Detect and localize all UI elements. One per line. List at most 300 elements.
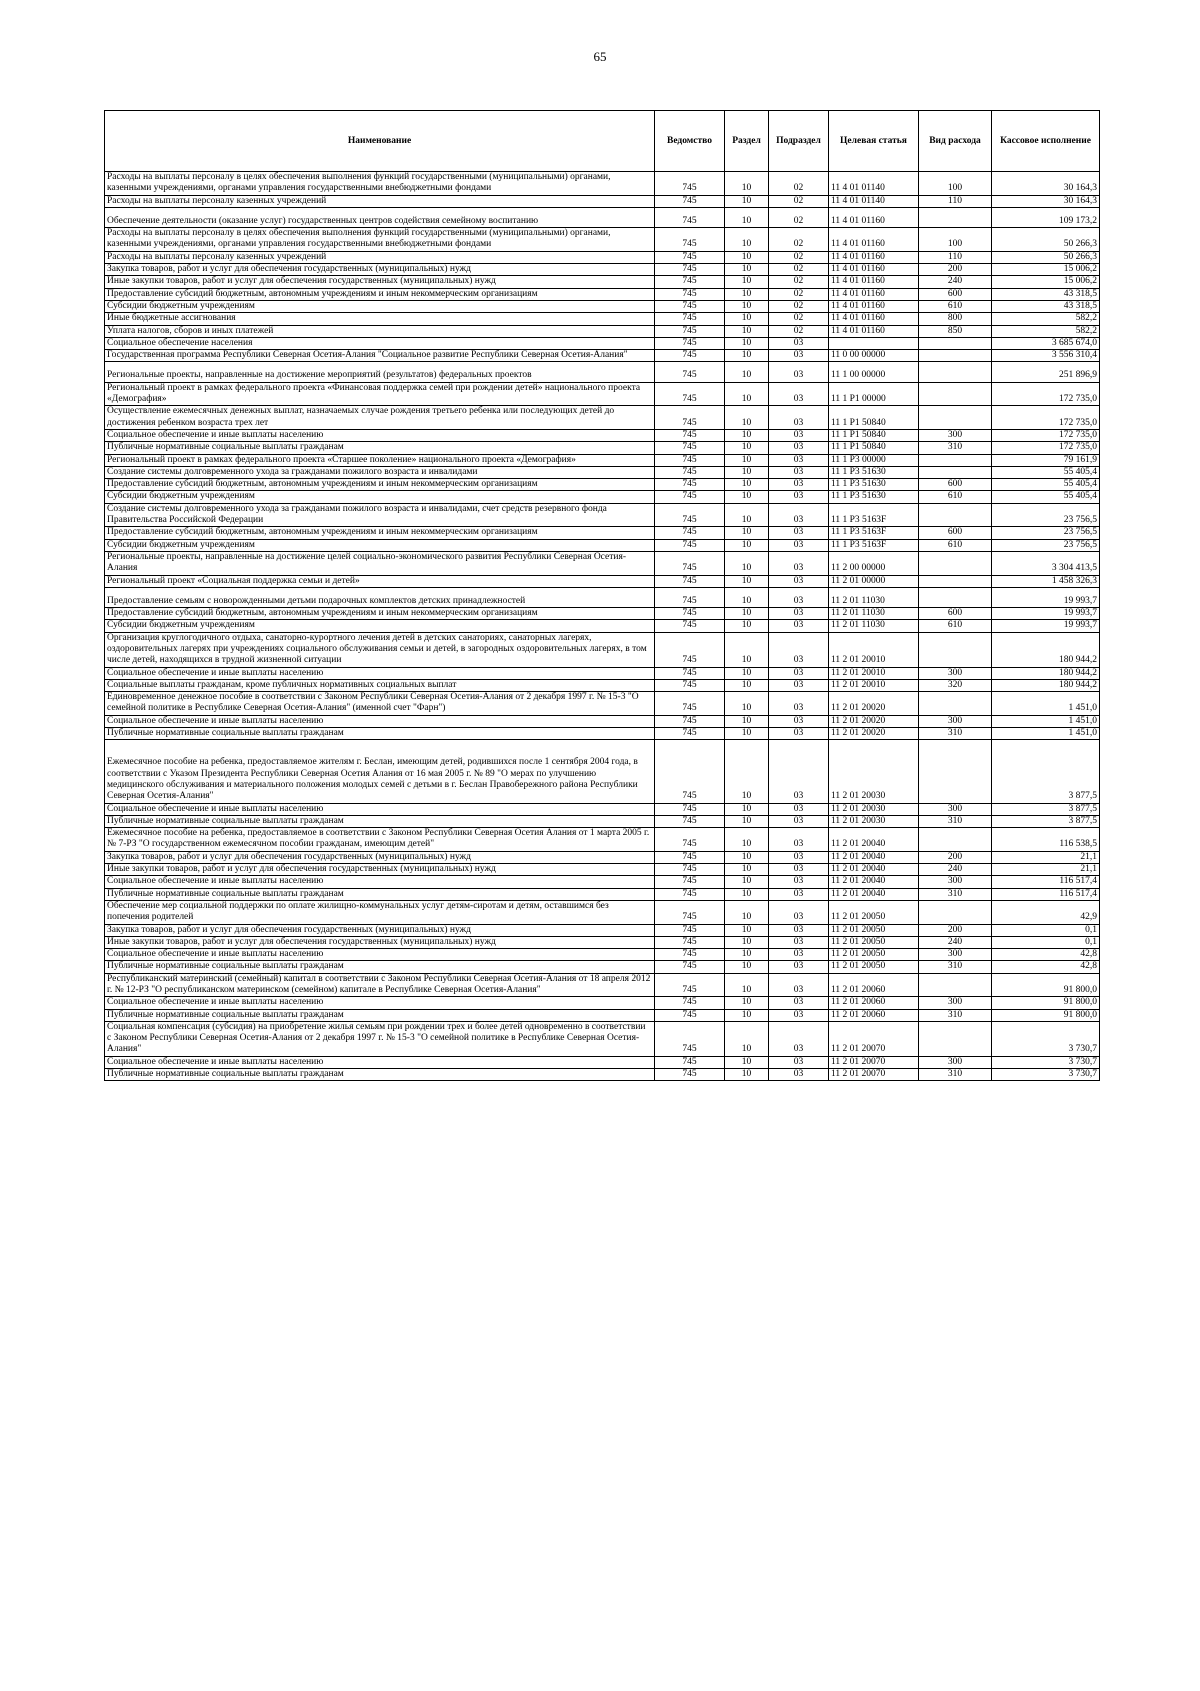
cell-kassovoe: 91 800,0 [992, 973, 1100, 997]
cell-celevaya: 11 4 01 01160 [829, 325, 919, 337]
cell-vedomstvo: 745 [655, 1009, 725, 1021]
cell-vid [919, 350, 992, 362]
cell-razdel: 10 [725, 924, 769, 936]
cell-celevaya: 11 4 01 01140 [829, 195, 919, 207]
cell-podrazdel: 03 [769, 527, 829, 539]
cell-celevaya: 11 4 01 01160 [829, 288, 919, 300]
cell-name: Республиканский материнский (семейный) капитал в соответствии с Законом Республики Северная Осетия-Алания от 18 апреля 2012 г. № 12-РЗ "О республиканском материнском (семейном) капитале в Республике Северная Осетия-Алания" [105, 973, 655, 997]
cell-celevaya: 11 4 01 01160 [829, 251, 919, 263]
cell-celevaya: 11 2 01 20040 [829, 828, 919, 852]
cell-podrazdel: 03 [769, 466, 829, 478]
cell-podrazdel: 02 [769, 195, 829, 207]
table-row [105, 997, 1100, 1009]
cell-kassovoe: 1 451,0 [992, 728, 1100, 740]
cell-vedomstvo: 745 [655, 728, 725, 740]
cell-podrazdel: 03 [769, 803, 829, 815]
cell-razdel: 10 [725, 313, 769, 325]
cell-kassovoe: 172 735,0 [992, 429, 1100, 441]
cell-kassovoe: 19 993,7 [992, 587, 1100, 607]
cell-celevaya: 11 2 01 20030 [829, 740, 919, 803]
cell-vedomstvo: 745 [655, 888, 725, 900]
cell-razdel: 10 [725, 337, 769, 349]
cell-razdel: 10 [725, 692, 769, 716]
cell-name: Региональные проекты, направленные на достижение мероприятий (результатов) федеральных проектов [105, 362, 655, 382]
cell-celevaya: 11 2 01 20060 [829, 973, 919, 997]
cell-celevaya: 11 2 01 20010 [829, 632, 919, 667]
cell-celevaya: 11 2 01 20060 [829, 997, 919, 1009]
cell-celevaya: 11 4 01 01160 [829, 228, 919, 252]
cell-vid [919, 466, 992, 478]
header-vedomstvo: Ведомство [655, 111, 725, 172]
cell-podrazdel: 02 [769, 276, 829, 288]
header-name: Наименование [105, 111, 655, 172]
cell-kassovoe: 91 800,0 [992, 997, 1100, 1009]
cell-kassovoe: 23 756,5 [992, 503, 1100, 527]
cell-podrazdel: 03 [769, 575, 829, 587]
cell-celevaya: 11 2 01 11030 [829, 608, 919, 620]
cell-vedomstvo: 745 [655, 539, 725, 551]
cell-name: Публичные нормативные социальные выплаты гражданам [105, 961, 655, 973]
cell-celevaya: 11 2 01 20030 [829, 803, 919, 815]
table-row [105, 466, 1100, 478]
cell-kassovoe: 3 730,7 [992, 1056, 1100, 1068]
table-row [105, 442, 1100, 454]
cell-razdel: 10 [725, 973, 769, 997]
cell-celevaya: 11 2 01 20040 [829, 888, 919, 900]
cell-podrazdel: 03 [769, 692, 829, 716]
table-row [105, 740, 1100, 803]
cell-vid: 600 [919, 288, 992, 300]
cell-vid [919, 900, 992, 924]
cell-vedomstvo: 745 [655, 1056, 725, 1068]
cell-name: Социальное обеспечение и иные выплаты населению [105, 1056, 655, 1068]
cell-kassovoe: 30 164,3 [992, 172, 1100, 196]
cell-kassovoe: 172 735,0 [992, 406, 1100, 430]
cell-vid [919, 551, 992, 575]
table-row [105, 264, 1100, 276]
cell-vedomstvo: 745 [655, 288, 725, 300]
cell-podrazdel: 03 [769, 740, 829, 803]
cell-name: Социальные выплаты гражданам, кроме публичных нормативных социальных выплат [105, 679, 655, 691]
cell-kassovoe: 55 405,4 [992, 491, 1100, 503]
cell-vid: 300 [919, 429, 992, 441]
cell-kassovoe: 172 735,0 [992, 442, 1100, 454]
cell-name: Единовременное денежное пособие в соответствии с Законом Республики Северная Осетия-Алания от 2 декабря 1997 г. № 15-3 "О семейной политике в Республике Северная Осетия-Алания" (именной счет "Фарн") [105, 692, 655, 716]
table-row [105, 851, 1100, 863]
cell-razdel: 10 [725, 264, 769, 276]
cell-podrazdel: 03 [769, 667, 829, 679]
cell-vedomstvo: 745 [655, 406, 725, 430]
cell-razdel: 10 [725, 350, 769, 362]
cell-name: Региональный проект «Социальная поддержка семьи и детей» [105, 575, 655, 587]
cell-celevaya: 11 0 00 00000 [829, 350, 919, 362]
cell-kassovoe: 91 800,0 [992, 1009, 1100, 1021]
cell-vedomstvo: 745 [655, 362, 725, 382]
cell-kassovoe: 1 451,0 [992, 692, 1100, 716]
cell-celevaya: 11 2 01 20010 [829, 667, 919, 679]
cell-celevaya: 11 2 01 20070 [829, 1021, 919, 1056]
cell-vedomstvo: 745 [655, 828, 725, 852]
cell-celevaya: 11 1 P3 00000 [829, 454, 919, 466]
cell-podrazdel: 03 [769, 900, 829, 924]
cell-celevaya: 11 2 00 00000 [829, 551, 919, 575]
cell-name: Публичные нормативные социальные выплаты гражданам [105, 442, 655, 454]
cell-vid: 240 [919, 276, 992, 288]
header-kassovoe: Кассовое исполнение [992, 111, 1100, 172]
cell-celevaya: 11 1 P3 5163F [829, 527, 919, 539]
cell-vedomstvo: 745 [655, 864, 725, 876]
cell-name: Субсидии бюджетным учреждениям [105, 620, 655, 632]
cell-name: Осуществление ежемесячных денежных выплат, назначаемых случае рождения третьего ребенка или последующих детей до достижения ребенком возраста трех лет [105, 406, 655, 430]
cell-name: Публичные нормативные социальные выплаты гражданам [105, 728, 655, 740]
cell-vedomstvo: 745 [655, 667, 725, 679]
table-row [105, 325, 1100, 337]
cell-razdel: 10 [725, 503, 769, 527]
cell-podrazdel: 03 [769, 997, 829, 1009]
cell-podrazdel: 03 [769, 936, 829, 948]
cell-podrazdel: 02 [769, 264, 829, 276]
table-row [105, 551, 1100, 575]
cell-podrazdel: 03 [769, 350, 829, 362]
cell-name: Публичные нормативные социальные выплаты гражданам [105, 1009, 655, 1021]
cell-celevaya: 11 1 P3 51630 [829, 466, 919, 478]
cell-vid: 200 [919, 851, 992, 863]
cell-vid: 610 [919, 491, 992, 503]
cell-name: Расходы на выплаты персоналу казенных учреждений [105, 251, 655, 263]
cell-celevaya: 11 2 01 20020 [829, 692, 919, 716]
cell-podrazdel: 03 [769, 1009, 829, 1021]
cell-vedomstvo: 745 [655, 454, 725, 466]
cell-name: Иные закупки товаров, работ и услуг для обеспечения государственных (муниципальных) нужд [105, 936, 655, 948]
table-row [105, 667, 1100, 679]
cell-name: Предоставление субсидий бюджетным, автономным учреждениям и иным некоммерческим организациям [105, 288, 655, 300]
cell-vedomstvo: 745 [655, 325, 725, 337]
cell-podrazdel: 03 [769, 961, 829, 973]
table-header [105, 111, 1100, 172]
cell-razdel: 10 [725, 454, 769, 466]
cell-kassovoe: 43 318,5 [992, 288, 1100, 300]
cell-vid [919, 406, 992, 430]
cell-name: Субсидии бюджетным учреждениям [105, 491, 655, 503]
cell-podrazdel: 03 [769, 1056, 829, 1068]
cell-name: Предоставление субсидий бюджетным, автономным учреждениям и иным некоммерческим организациям [105, 527, 655, 539]
cell-kassovoe: 50 266,3 [992, 228, 1100, 252]
cell-kassovoe: 116 517,4 [992, 876, 1100, 888]
cell-kassovoe: 23 756,5 [992, 539, 1100, 551]
cell-celevaya: 11 1 P3 51630 [829, 491, 919, 503]
cell-vid: 300 [919, 876, 992, 888]
cell-podrazdel: 02 [769, 288, 829, 300]
table-row [105, 350, 1100, 362]
cell-vedomstvo: 745 [655, 264, 725, 276]
cell-vedomstvo: 745 [655, 715, 725, 727]
cell-kassovoe: 116 517,4 [992, 888, 1100, 900]
cell-name: Социальное обеспечение населения [105, 337, 655, 349]
cell-kassovoe: 116 538,5 [992, 828, 1100, 852]
cell-razdel: 10 [725, 803, 769, 815]
cell-vid: 100 [919, 228, 992, 252]
cell-celevaya: 11 2 01 20050 [829, 961, 919, 973]
table-row [105, 828, 1100, 852]
table-row [105, 251, 1100, 263]
table-row [105, 973, 1100, 997]
cell-podrazdel: 03 [769, 1069, 829, 1081]
cell-razdel: 10 [725, 864, 769, 876]
cell-vid [919, 575, 992, 587]
cell-razdel: 10 [725, 587, 769, 607]
cell-name: Ежемесячное пособие на ребенка, предоставляемое в соответствии с Законом Республики Северная Осетия Алания от 1 марта 2005 г. № 7-РЗ "О государственном ежемесячном пособии гражданам, имеющим детей" [105, 828, 655, 852]
cell-razdel: 10 [725, 195, 769, 207]
table-row [105, 228, 1100, 252]
cell-name: Публичные нормативные социальные выплаты гражданам [105, 815, 655, 827]
cell-vid [919, 1021, 992, 1056]
table-row [105, 195, 1100, 207]
cell-kassovoe: 19 993,7 [992, 608, 1100, 620]
table-row [105, 728, 1100, 740]
cell-razdel: 10 [725, 679, 769, 691]
cell-vid: 610 [919, 620, 992, 632]
cell-podrazdel: 03 [769, 715, 829, 727]
cell-name: Иные закупки товаров, работ и услуг для обеспечения государственных (муниципальных) нужд [105, 276, 655, 288]
cell-kassovoe: 180 944,2 [992, 632, 1100, 667]
cell-razdel: 10 [725, 740, 769, 803]
cell-razdel: 10 [725, 728, 769, 740]
cell-vid [919, 973, 992, 997]
cell-kassovoe: 3 556 310,4 [992, 350, 1100, 362]
cell-razdel: 10 [725, 851, 769, 863]
cell-razdel: 10 [725, 997, 769, 1009]
cell-vedomstvo: 745 [655, 442, 725, 454]
cell-kassovoe: 21,1 [992, 851, 1100, 863]
cell-vedomstvo: 745 [655, 803, 725, 815]
cell-name: Предоставление субсидий бюджетным, автономным учреждениям и иным некоммерческим организациям [105, 608, 655, 620]
cell-podrazdel: 03 [769, 429, 829, 441]
cell-celevaya: 11 4 01 01160 [829, 264, 919, 276]
cell-kassovoe: 3 877,5 [992, 740, 1100, 803]
cell-vid: 310 [919, 1069, 992, 1081]
table-row [105, 406, 1100, 430]
table-row [105, 876, 1100, 888]
cell-razdel: 10 [725, 936, 769, 948]
cell-vid: 200 [919, 924, 992, 936]
cell-podrazdel: 03 [769, 851, 829, 863]
cell-celevaya: 11 2 01 20050 [829, 924, 919, 936]
cell-razdel: 10 [725, 207, 769, 227]
cell-vid: 300 [919, 1056, 992, 1068]
cell-vid: 100 [919, 172, 992, 196]
cell-podrazdel: 03 [769, 479, 829, 491]
cell-podrazdel: 03 [769, 620, 829, 632]
cell-vid: 110 [919, 195, 992, 207]
cell-razdel: 10 [725, 608, 769, 620]
cell-razdel: 10 [725, 551, 769, 575]
table-row [105, 961, 1100, 973]
cell-razdel: 10 [725, 900, 769, 924]
cell-razdel: 10 [725, 491, 769, 503]
cell-vid: 110 [919, 251, 992, 263]
table-row [105, 864, 1100, 876]
cell-razdel: 10 [725, 715, 769, 727]
cell-celevaya: 11 2 01 20050 [829, 949, 919, 961]
cell-vedomstvo: 745 [655, 620, 725, 632]
cell-vedomstvo: 745 [655, 350, 725, 362]
cell-vid: 600 [919, 479, 992, 491]
cell-vedomstvo: 745 [655, 491, 725, 503]
cell-name: Региональные проекты, направленные на достижение целей социально-экономического развития Республики Северная Осетия-Алания [105, 551, 655, 575]
cell-podrazdel: 03 [769, 454, 829, 466]
cell-podrazdel: 03 [769, 362, 829, 382]
cell-kassovoe: 3 730,7 [992, 1069, 1100, 1081]
cell-name: Публичные нормативные социальные выплаты гражданам [105, 1069, 655, 1081]
cell-name: Обеспечение мер социальной поддержки по оплате жилищно-коммунальных услуг детям-сиротам и детям, оставшимся без попечения родителей [105, 900, 655, 924]
cell-razdel: 10 [725, 300, 769, 312]
cell-vid: 300 [919, 715, 992, 727]
cell-vid: 310 [919, 728, 992, 740]
cell-vedomstvo: 745 [655, 382, 725, 406]
cell-name: Социальное обеспечение и иные выплаты населению [105, 876, 655, 888]
cell-vedomstvo: 745 [655, 228, 725, 252]
cell-vid [919, 587, 992, 607]
page-number: 65 [593, 49, 607, 64]
cell-razdel: 10 [725, 172, 769, 196]
cell-vid [919, 503, 992, 527]
cell-podrazdel: 03 [769, 888, 829, 900]
cell-name: Публичные нормативные социальные выплаты гражданам [105, 888, 655, 900]
table-row [105, 313, 1100, 325]
cell-vid: 310 [919, 442, 992, 454]
cell-podrazdel: 03 [769, 337, 829, 349]
cell-razdel: 10 [725, 667, 769, 679]
cell-name: Закупка товаров, работ и услуг для обеспечения государственных (муниципальных) нужд [105, 264, 655, 276]
cell-kassovoe: 3 730,7 [992, 1021, 1100, 1056]
cell-name: Социальное обеспечение и иные выплаты населению [105, 429, 655, 441]
table-row [105, 587, 1100, 607]
table-row [105, 575, 1100, 587]
cell-name: Государственная программа Республики Северная Осетия-Алания "Социальное развитие Республики Северная Осетия-Алания" [105, 350, 655, 362]
budget-table [104, 110, 1100, 1081]
cell-kassovoe: 30 164,3 [992, 195, 1100, 207]
cell-podrazdel: 02 [769, 251, 829, 263]
cell-vedomstvo: 745 [655, 973, 725, 997]
cell-kassovoe: 42,8 [992, 949, 1100, 961]
cell-kassovoe: 0,1 [992, 924, 1100, 936]
cell-name: Субсидии бюджетным учреждениям [105, 539, 655, 551]
cell-vid: 310 [919, 815, 992, 827]
table-row [105, 1056, 1100, 1068]
cell-kassovoe: 3 685 674,0 [992, 337, 1100, 349]
cell-name: Социальное обеспечение и иные выплаты населению [105, 715, 655, 727]
cell-name: Иные бюджетные ассигнования [105, 313, 655, 325]
cell-vid [919, 454, 992, 466]
cell-celevaya: 11 1 00 00000 [829, 362, 919, 382]
cell-podrazdel: 03 [769, 1021, 829, 1056]
cell-kassovoe: 0,1 [992, 936, 1100, 948]
cell-razdel: 10 [725, 527, 769, 539]
cell-razdel: 10 [725, 429, 769, 441]
cell-celevaya: 11 2 01 20040 [829, 851, 919, 863]
cell-name: Иные закупки товаров, работ и услуг для обеспечения государственных (муниципальных) нужд [105, 864, 655, 876]
cell-vid: 200 [919, 264, 992, 276]
table-row [105, 288, 1100, 300]
table-row [105, 429, 1100, 441]
table-row [105, 479, 1100, 491]
table-row [105, 888, 1100, 900]
table-row [105, 300, 1100, 312]
cell-vedomstvo: 745 [655, 608, 725, 620]
cell-razdel: 10 [725, 828, 769, 852]
table-row [105, 527, 1100, 539]
cell-celevaya: 11 1 P1 50840 [829, 429, 919, 441]
cell-vid: 310 [919, 1009, 992, 1021]
cell-vedomstvo: 745 [655, 851, 725, 863]
cell-name: Создание системы долговременного ухода за гражданами пожилого возраста и инвалидами [105, 466, 655, 478]
cell-vedomstvo: 745 [655, 961, 725, 973]
cell-celevaya: 11 2 01 00000 [829, 575, 919, 587]
table-row [105, 715, 1100, 727]
table-row [105, 620, 1100, 632]
cell-celevaya: 11 2 01 20020 [829, 715, 919, 727]
cell-vid: 240 [919, 936, 992, 948]
table-row [105, 454, 1100, 466]
table-row [105, 503, 1100, 527]
cell-razdel: 10 [725, 442, 769, 454]
cell-razdel: 10 [725, 1056, 769, 1068]
cell-name: Расходы на выплаты персоналу в целях обеспечения выполнения функций государственными (муниципальными) органами, казенными учреждениями, органами управления государственными внебюджетными фондами [105, 228, 655, 252]
cell-podrazdel: 03 [769, 864, 829, 876]
cell-vid: 300 [919, 667, 992, 679]
cell-celevaya: 11 1 P1 00000 [829, 382, 919, 406]
cell-vedomstvo: 745 [655, 172, 725, 196]
cell-razdel: 10 [725, 251, 769, 263]
cell-razdel: 10 [725, 276, 769, 288]
cell-podrazdel: 03 [769, 632, 829, 667]
cell-podrazdel: 03 [769, 828, 829, 852]
cell-celevaya: 11 2 01 20070 [829, 1056, 919, 1068]
cell-vid: 600 [919, 608, 992, 620]
cell-name: Организация круглогодичного отдыха, санаторно-курортного лечения детей в детских санаториях, санаторных лагерях, оздоровительных лагерях при учреждениях социального обслуживания семьи и детей, в загородных оздоровительных лагерях, в том числе детей, находящихся в трудной жизненной ситуации [105, 632, 655, 667]
cell-vedomstvo: 745 [655, 251, 725, 263]
table-row [105, 382, 1100, 406]
header-vid: Вид расхода [919, 111, 992, 172]
cell-razdel: 10 [725, 406, 769, 430]
cell-podrazdel: 03 [769, 382, 829, 406]
cell-podrazdel: 03 [769, 608, 829, 620]
cell-vedomstvo: 745 [655, 527, 725, 539]
cell-kassovoe: 1 458 326,3 [992, 575, 1100, 587]
header-podrazdel: Подраздел [769, 111, 829, 172]
cell-razdel: 10 [725, 888, 769, 900]
cell-razdel: 10 [725, 479, 769, 491]
cell-kassovoe: 19 993,7 [992, 620, 1100, 632]
cell-kassovoe: 180 944,2 [992, 667, 1100, 679]
cell-vedomstvo: 745 [655, 313, 725, 325]
cell-kassovoe: 42,8 [992, 961, 1100, 973]
cell-kassovoe: 3 877,5 [992, 815, 1100, 827]
cell-razdel: 10 [725, 228, 769, 252]
cell-name: Региональный проект в рамках федерального проекта «Финансовая поддержка семей при рождении детей» национального проекта «Демография» [105, 382, 655, 406]
cell-celevaya: 11 1 P3 5163F [829, 539, 919, 551]
cell-vedomstvo: 745 [655, 1021, 725, 1056]
cell-vid: 240 [919, 864, 992, 876]
cell-celevaya: 11 1 P1 50840 [829, 406, 919, 430]
table-row [105, 608, 1100, 620]
table-row [105, 803, 1100, 815]
table-row [105, 679, 1100, 691]
cell-celevaya: 11 2 01 20070 [829, 1069, 919, 1081]
table-row [105, 949, 1100, 961]
cell-podrazdel: 03 [769, 924, 829, 936]
cell-vid [919, 740, 992, 803]
